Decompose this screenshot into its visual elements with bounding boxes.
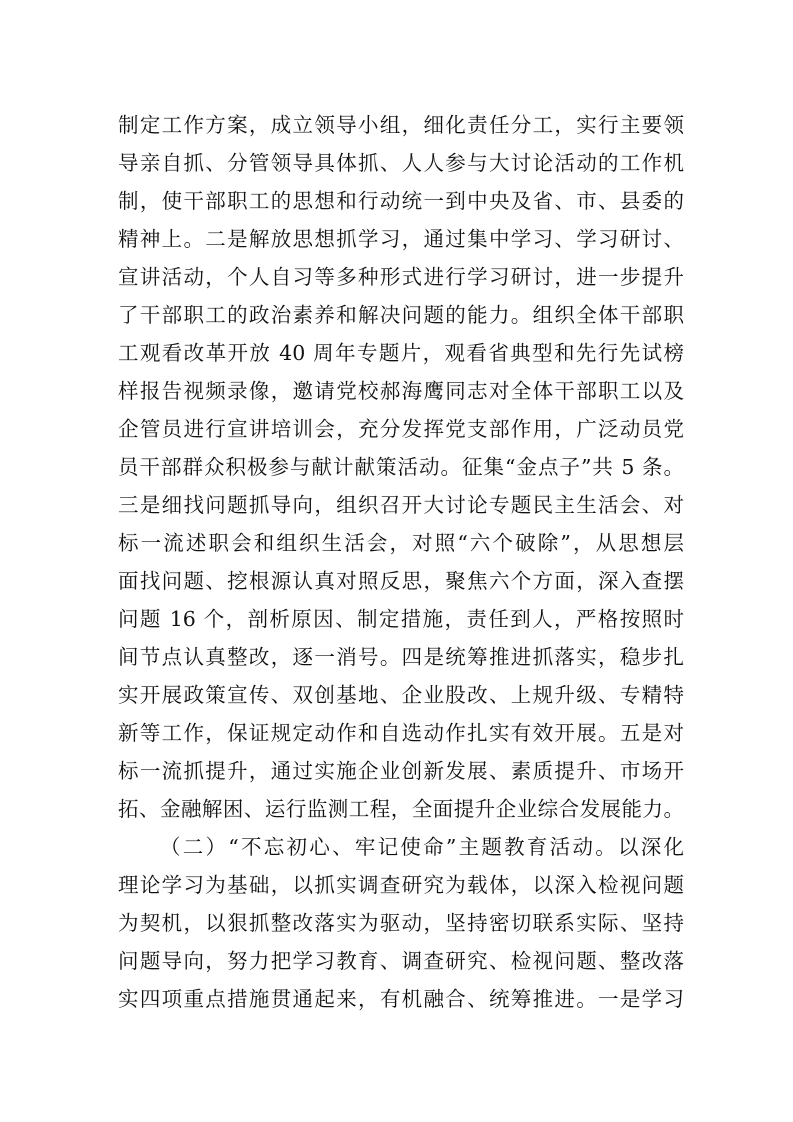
text-line: 实四项重点措施贯通起来，有机融合、统筹推进。一是学习 <box>118 987 684 1011</box>
text-line: 导亲自抓、分管领导具体抓、人人参与大讨论活动的工作机 <box>118 151 684 175</box>
text-line: 问题 16 个，剖析原因、制定措施，责任到人，严格按照时 <box>118 607 684 631</box>
text-line: 制定工作方案，成立领导小组，细化责任分工，实行主要领 <box>118 113 684 137</box>
text-line: 标一流述职会和组织生活会，对照“六个破除”，从思想层 <box>118 531 684 555</box>
text-line: 新等工作，保证规定动作和自选动作扎实有效开展。五是对 <box>118 721 684 745</box>
text-line: 间节点认真整改，逐一消号。四是统筹推进抓落实，稳步扎 <box>118 645 684 669</box>
text-line: 面找问题、挖根源认真对照反思，聚焦六个方面，深入查摆 <box>118 569 684 593</box>
text-line: 了干部职工的政治素养和解决问题的能力。组织全体干部职 <box>118 303 684 327</box>
text-line: 实开展政策宣传、双创基地、企业股改、上规升级、专精特 <box>118 683 684 707</box>
document-body <box>118 106 684 1018</box>
text-line: 宣讲活动，个人自习等多种形式进行学习研讨，进一步提升 <box>118 265 684 289</box>
text-line: 员干部群众积极参与献计献策活动。征集“金点子”共 5 条。 <box>118 455 684 479</box>
text-line: 三是细找问题抓导向，组织召开大讨论专题民主生活会、对 <box>118 493 684 517</box>
section-heading-line: （二）“不忘初心、牢记使命”主题教育活动。以深化 <box>160 835 684 859</box>
text-line: 企管员进行宣讲培训会，充分发挥党支部作用，广泛动员党 <box>118 417 684 441</box>
text-line: 问题导向，努力把学习教育、调查研究、检视问题、整改落 <box>118 949 684 973</box>
text-line: 样报告视频录像，邀请党校郝海鹰同志对全体干部职工以及 <box>118 379 684 403</box>
text-line: 工观看改革开放 40 周年专题片，观看省典型和先行先试榜 <box>118 341 684 365</box>
text-line: 制，使干部职工的思想和行动统一到中央及省、市、县委的 <box>118 189 684 213</box>
text-line: 标一流抓提升，通过实施企业创新发展、素质提升、市场开 <box>118 759 684 783</box>
text-line: 为契机，以狠抓整改落实为驱动，坚持密切联系实际、坚持 <box>118 911 684 935</box>
text-line: 理论学习为基础，以抓实调查研究为载体，以深入检视问题 <box>118 873 684 897</box>
text-line: 拓、金融解困、运行监测工程，全面提升企业综合发展能力。 <box>118 797 684 821</box>
text-line: 精神上。二是解放思想抓学习，通过集中学习、学习研讨、 <box>118 227 684 251</box>
